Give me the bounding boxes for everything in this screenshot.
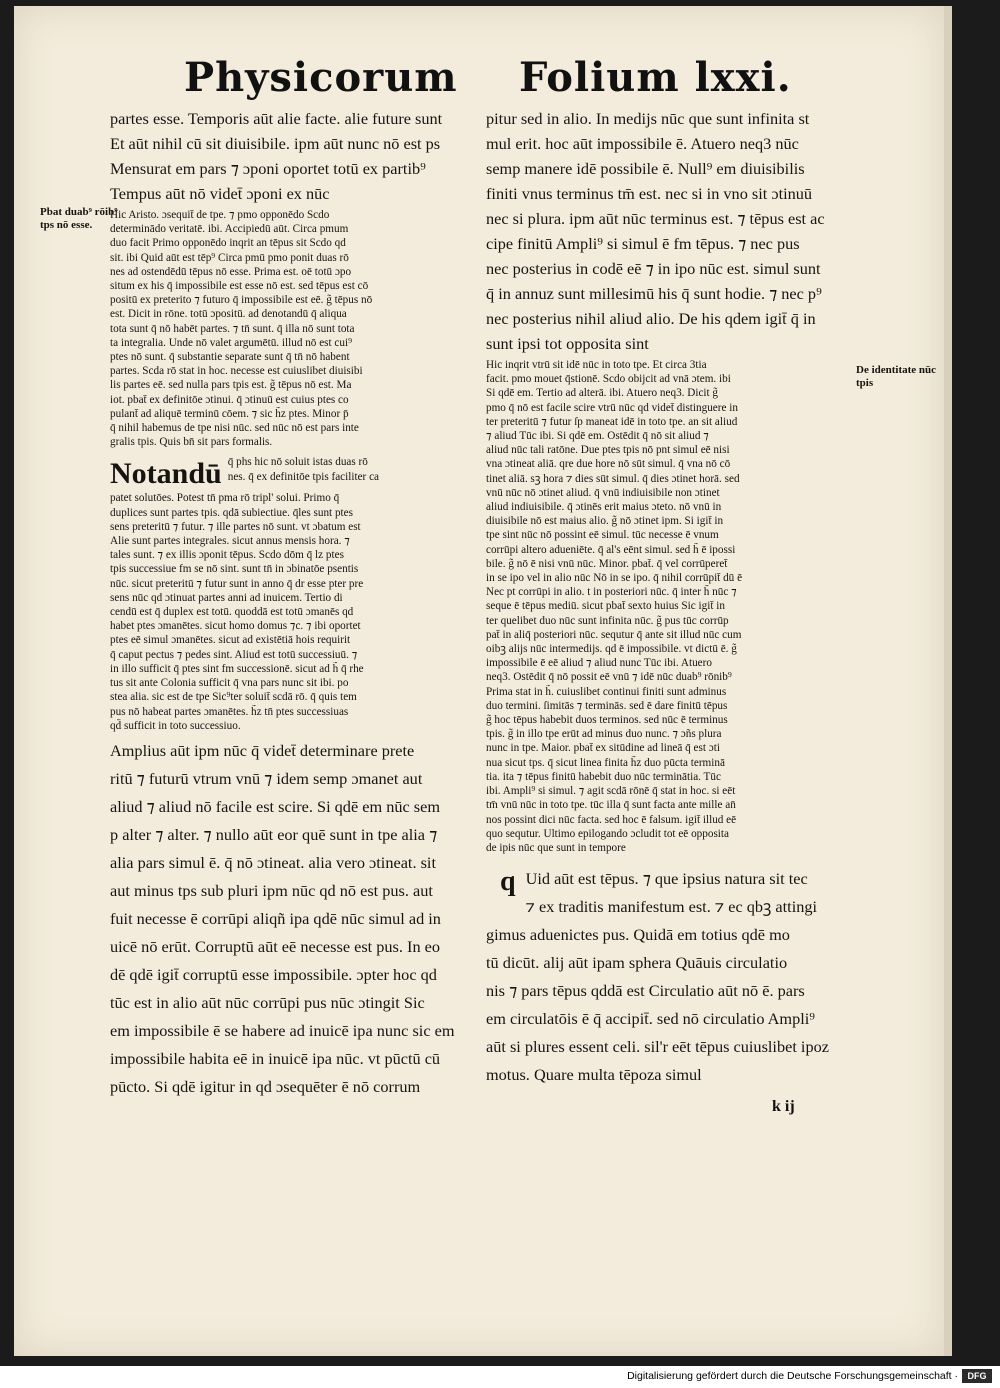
text-line: nis ⁊ pars tēpus qddā est Circulatio aūt nō ē. pars [486,981,805,1001]
text-line: pitur sed in alio. In medijs nūc que sunt infinita st [486,109,810,128]
header-title: Physicorum [184,54,458,101]
text-line: em impossibile ē se habere ad inuicē ipa nunc sic em [110,1020,455,1040]
text-line: dē qdē igit̄ corruptū esse impossibile. ɔpter hoc qd [110,964,437,984]
text-line: semp manere idē possibile ē. Null⁹ em diuisibilis [486,159,805,178]
text-line: vna ɔtineat aliā. qre due hore nō sūt simul. q̄ vna nō cō [486,458,731,471]
text-line: nos possint dici nūc facta. sed hoc ē falsum. igit̄ illud eē [486,813,737,826]
text-line: q̄ phs hic nō soluit istas duas rō [227,456,368,469]
text-line: nua sicut tps. q̄ sicut linea finita h̃z duo pūcta terminā [486,756,725,769]
header-folio: Folium lxxi. [519,54,792,101]
text-line: duo termini. ſimitās ⁊ terminās. sed ē dare finitū tēpus [486,699,728,712]
left-text-block-1 [110,106,486,206]
text-line: nec posterius in codē eē ⁊ in ipo nūc est. simul sunt [486,259,821,278]
text-line: nes ad ostendēdū tēpus nō esse. Prima est. oē totū ɔpo [110,265,352,278]
left-commentary-1 [110,208,486,449]
text-line: patet solutōes. Potest tn̄ pma rō tripl' solui. Primo q̄ [110,492,340,505]
text-line: in se ipo vel in alio nūc Nō in se ipo. q̄ nihil corrūpit̄ dū ē [486,572,743,585]
text-line: qd̄ sufficit in toto successiuo. [110,719,241,732]
text-line: tpis. g̃ in illo tpe erūt ad minus duo nunc. ⁊ ɔñs plura [486,728,722,741]
text-line: impossibile ē eē aliud ⁊ aliud nunc Tūc ibi. Atuero [486,657,712,670]
left-text-block-2 [110,737,486,1101]
text-line: em circulatōis ē q̄ accipit̄. sed nō circulatio Ampli⁹ [486,1009,815,1029]
text-line: sit. ibi Quid aūt est tēp⁹ Circa pmū pmo ponit duas rō [110,251,349,264]
text-line: tus sit ante Colonia sufficit q̄ vna pars nunc sit ibi. po [110,677,349,690]
text-line: neq3. Ostēdit q̄ nō possit eē vnū ⁊ idē nūc duab⁹ rōnib⁹ [486,671,732,684]
text-line: aūt si plures essent celi. sil'r eēt tēpus cuiuslibet ipoz [486,1037,829,1057]
text-line: Uid aūt est tēpus. ⁊ que ipsius natura sit tec [525,869,808,889]
text-line: cipe finitū Ampli⁹ si simul ē fm tēpus. ⁊ nec pus [486,234,800,253]
text-line: Hic Aristo. ɔsequit̄ de tpe. ⁊ pmo opponēdo Scdo [110,209,330,221]
text-line: diuisibile nō est maius alio. g̃ nō ɔtinet ipm. Si igit̄ in [486,515,724,528]
text-line: ta integralia. Unde nō valet argumētū. illud nō est cui⁹ [110,336,352,349]
text-line: ptes nō sunt. q̄ substantie separate sunt q̄ tn̄ nō habent [110,351,350,364]
text-line: tm̄ vnū nūc in toto tpe. tūc illa q̄ sunt facta ante mille an̄ [486,799,736,812]
text-line: ibi. Ampli⁹ si simul. ⁊ agit scdā rōnē q̄ stat in hoc. si eēt [486,785,736,798]
text-line: vnū nūc nō ɔtinet aliud. q̄ vnū indiuisibile non ɔtinet [486,486,720,499]
text-line: Hic inqrit vtrū sit idē nūc in toto tpe. Et circa 3tia [486,359,707,371]
right-column [486,106,866,1091]
notandum-heading: Notandū [110,457,222,491]
text-line: pūcto. Si qdē igitur in qd ɔsequēter ē nō corrum [110,1076,421,1096]
text-line: Alie sunt partes integrales. sicut annus mensis hora. ⁊ [110,535,350,548]
text-line: tinet aliā. sꝫ hora ⁊ dies sūt simul. q̄ dies ɔtinet horā. sed [486,472,740,485]
text-line: ptes eē simul ɔmanētes. sicut ad existētiā hois requirit [110,634,351,647]
text-line: gimus aduenictes pus. Quidā em totius qdē mo [486,925,790,945]
text-line: nec si plura. ipm aūt nūc terminus est. ⁊ tēpus est ac [486,209,825,228]
text-line: tpe sint nūc nō possint eē simul. tūc necesse ē vnum [486,529,719,542]
text-line: p alter ⁊ alter. ⁊ nullo aūt eor quē sunt in tpe alia ⁊ [110,824,438,844]
text-line: impossibile habita eē in inuicē ipa nūc. vt pūctū cū [110,1048,441,1068]
text-line: nes. q̄ ex definitōe tpis faciliter ca [227,470,380,483]
text-line: duo facit Primo opponēdo inqrit an tēpus sit Scdo qd [110,237,346,250]
text-line: Amplius aūt ipm nūc q̄ videt̄ determinare prete [110,740,415,760]
text-line: aut minus tps sub pluri ipm nūc qd nō est pus. aut [110,880,433,900]
text-line: pat̄ in aliq̄ posteriori nūc. sequtur q̄ ante sit illud nūc cum [486,628,742,641]
right-text-block-2 [486,865,866,1089]
left-commentary-2 [110,455,486,732]
text-line: nūc. sicut preteritū ⁊ futur sunt in anno q̄ dr esse pter pre [110,577,364,590]
dfg-logo: DFG [962,1369,992,1383]
text-line: bile. g̃ nō ē nisi vnū nūc. Minor. pbat̄. q̄ vel corrūperet̄ [486,557,728,570]
text-line: tū dicūt. alij aūt ipam sphera Quāuis circulatio [486,953,788,973]
text-line: alia pars simul ē. q̄ nō ɔtineat. alia vero ɔtineat. sit [110,852,436,872]
text-line: tota sunt q̄ nō habēt partes. ⁊ tn̄ sunt. q̄ illa nō sunt tota [110,322,355,335]
right-commentary-1 [486,358,866,855]
text-line: motus. Quare multa tēpoza simul [486,1065,702,1085]
text-line: duplices sunt partes tpis. qdā subiectiue. q̄les sunt ptes [110,506,353,519]
left-column [110,106,486,1103]
text-line: mul erit. hoc aūt impossibile ē. Atuero neq3 nūc [486,134,799,153]
text-line: positū ex preterito ⁊ futuro q̄ impossibile est eē. g̃ tēpus nō [110,294,373,307]
text-line: in illo sufficit q̄ ptes sint fm successionē. sicut ad h̃ q̄ rhe [110,662,364,675]
text-line: corrūpi altero adueniēte. q̄ al's eēnt simul. sed h̃ ē ipossi [486,543,736,556]
text-line: nunc in tpe. Maior. pbat̄ ex sitūdine ad lineā q̄ est ɔti [486,742,720,755]
text-line: aliud indiuisibile. q̄ ɔtinēs erit maius ɔteto. nō vnū in [486,501,722,514]
text-line: pmo q̄ nō est facile scire vtrū nūc qd videt̄ distinguere in [486,401,738,414]
text-line: sens preteritū ⁊ futur. ⁊ ille partes nō sunt. vt ɔbatum est [110,520,361,533]
text-line: aliud nūc tali ratōne. Due ptes tpis nō pnt simul eē nisi [486,444,730,457]
text-line: tia. ita ⁊ tēpus finitū habebit duo nūc terminātia. Tūc [486,770,721,783]
footer-credit: Digitalisierung gefördert durch die Deutsche Forschungsgemeinschaft · [627,1370,958,1382]
text-line: lis partes eē. sed nulla pars tpis est. g̃ tēpus nō est. Ma [110,379,352,392]
page-edge [944,6,952,1356]
text-line: q̄ in annuz sunt millesimū his q̄ sunt hodie. ⁊ nec p⁹ [486,284,822,303]
text-line: oibꝫ alijs nūc intermedijs. qd ē impossibile. vt dictū ē. g̃ [486,643,737,656]
text-line: aliud ⁊ aliud nō facile est scire. Si qdē em nūc sem [110,796,441,816]
text-line: uicē nō erūt. Corruptū aūt eē necesse est pus. In eo [110,936,441,956]
text-line: gralis tpis. Quis bn̄ sit pars formalis. [110,436,273,449]
text-line: tales sunt. ⁊ ex illis ɔponit tēpus. Scdo dōm q̄ lz ptes [110,549,344,562]
text-line: q̄ caput pectus ⁊ pedes sint. Aliud est totū successiuū. ⁊ [110,648,358,661]
text-line: g̃ hoc tēpus habebit duos terminos. sed nūc ē terminus [486,714,728,727]
text-line: de ipis nūc que sunt in tempore [486,841,626,854]
initial-letter: q [500,866,516,898]
text-line: sunt ipsi tot opposita sint [486,334,649,353]
text-line: Nec pt corrūpi in alio. t in posteriori nūc. q̄ inter h̃ nūc ⁊ [486,586,737,599]
text-line: Tempus aūt nō videt̄ ɔponi ex nūc [110,184,330,203]
book-page [14,6,944,1356]
text-line: partes. Scda rō stat in hoc. necesse est cuiuslibet diuisibi [110,365,363,378]
text-line: partes esse. Temporis aūt alie facte. alie future sunt [110,109,443,128]
text-line: ter preteritū ⁊ futur ſp maneat idē in toto tpe. an sit aliud [486,415,738,428]
text-line: finiti vnus terminus tm̄ est. nec si in vno sit ɔtinuū [486,184,813,203]
text-line: situm ex his q̄ impossibile est esse nō est. sed tēpus est cō [110,280,369,293]
text-line: fuit necesse ē corrūpi aliqñ ipa qdē nūc simul ad in [110,908,441,928]
right-text-block-1 [486,106,866,356]
text-line: cendū est q̄ duplex est totū. quoddā est totū ɔmanēs qd [110,606,354,619]
text-line: q̄ nihil habemus de tpe nisi nūc. sed nūc nō est pars inte [110,422,359,435]
text-line: iot. pbat̄ ex definitōe ɔtinui. q̄ ɔtinuū est cuius ptes co [110,393,349,406]
text-line: seque ē tēpus mediū. sicut pbat̄ sexto huius Sic igit̄ in [486,600,725,613]
text-line: Mensurat em pars ⁊ ɔponi oportet totū ex partib⁹ [110,159,426,178]
text-line: pus nō habeat partes ɔmanētes. h̃z tn̄ ptes successiuas [110,705,349,718]
footer-bar [0,1366,1000,1388]
text-line: habet ptes ɔmanētes. sicut homo domus ⁊c. ⁊ ibi oportet [110,620,361,633]
running-header [14,54,944,106]
text-line: ⁊ aliud Tūc ibi. Si qdē em. Ostēdit q̄ nō sit aliud ⁊ [486,430,709,443]
text-line: est. Dicit in rōne. totū ɔpositū. ad denotandū q̄ aliqua [110,308,347,321]
text-line: facit. pmo mouet q̄stionē. Scdo obijcit ad vnā ɔtem. ibi [486,373,731,386]
margin-note-right: De identitate nūc tpis [856,364,937,389]
text-line: Si qdē em. Tertio ad alterā. ibi. Atuero neq3. Dicit g̃ [486,387,719,400]
text-line: stea alia. sic est de tpe Sic⁹ter soluit̄ scdā rō. q̄ quis tem [110,691,357,704]
text-line: tūc est in alio aūt nūc corrūpi pus nūc ɔtingit Sic [110,992,425,1012]
text-line: ter quelibet duo nūc sunt infinita nūc. g̃ pus tūc corrūp [486,614,729,627]
margin-note-left: Pbat duab⁹ rōib⁹ tps nō esse. [40,206,118,231]
text-line: pulant̄ ad aliquē terminū cōem. ⁊ sic h̃z ptes. Minor p̄ [110,407,349,420]
text-line: quo sequtur. Ultimo epilogando ɔcludit tot eē opposita [486,827,729,840]
text-line: determinādo veritatē. ibi. Accipiedū aūt. Circa pmum [110,223,349,236]
text-line: ⁊ ex traditis manifestum est. ⁊ ec qbꝫ attingi [525,897,818,917]
text-line: tpis successiue fm se nō sint. sunt tn̄ in ɔbinatōe psentis [110,563,359,576]
text-line: sens nūc qd ɔtinuat partes anni ad inuicem. Tertio di [110,591,343,604]
signature-mark: k ij [772,1098,795,1115]
text-line: ritū ⁊ futurū vtrum vnū ⁊ idem semp ɔmanet aut [110,768,423,788]
text-line: Et aūt nihil cū sit diuisibile. ipm aūt nunc nō est ps [110,134,441,153]
text-line: nec posterius nihil aliud alio. De his qdem igit̄ q̄ in [486,309,816,328]
text-line: Prima stat in h̃. cuiuslibet continui finiti sunt adminus [486,685,727,698]
